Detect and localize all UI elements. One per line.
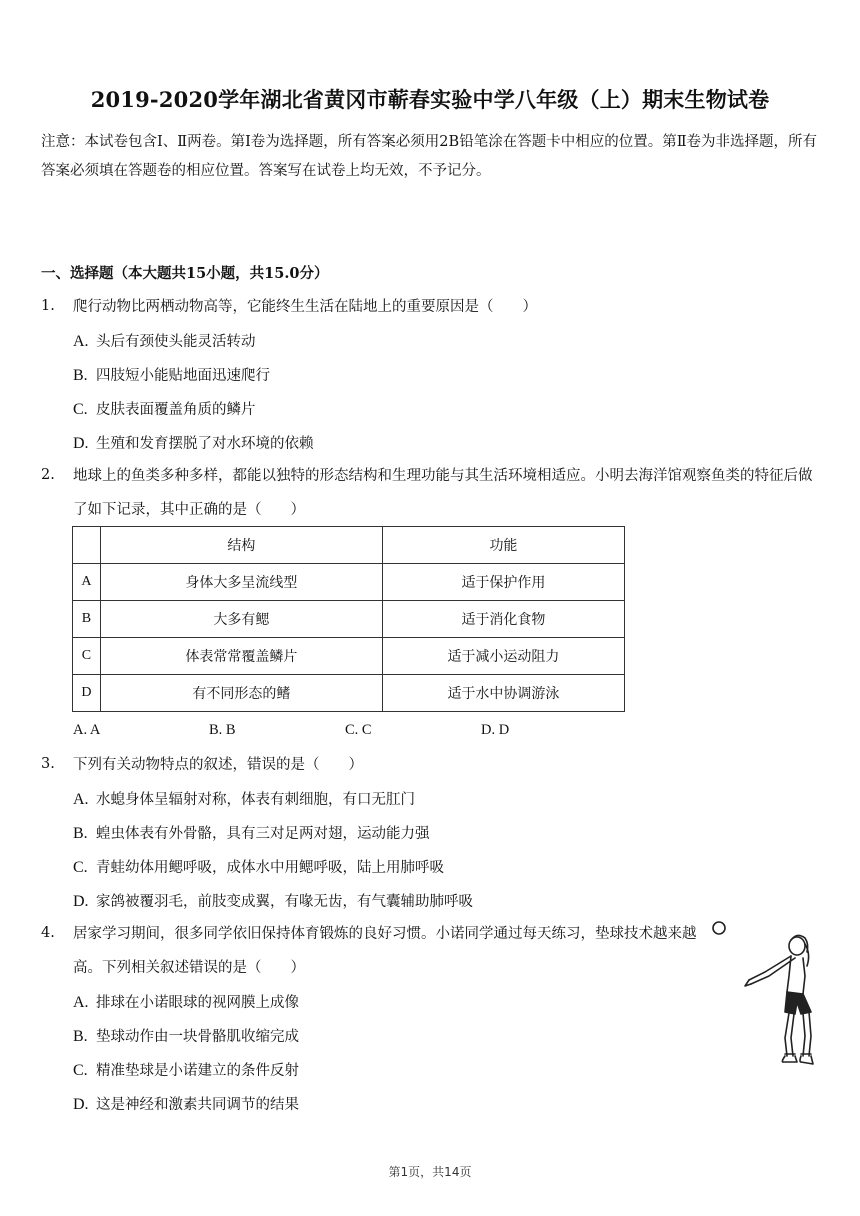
question-text: 居家学习期间，很多同学依旧保持体育锻炼的良好习惯。小诺同学通过每天练习，垫球技术越来越高。下列相关叙述错误的是（ ） — [73, 926, 697, 976]
question-number: 3. — [41, 756, 55, 772]
table-row — [73, 564, 625, 601]
question-number: 1. — [41, 298, 55, 314]
question-text: 爬行动物比两栖动物高等，它能终生生活在陆地上的重要原因是（ ） — [73, 299, 537, 315]
option-letter: A. — [73, 333, 89, 350]
table-cell: 适于消化食物 — [382, 601, 624, 638]
option-text: 蝗虫体表有外骨骼，具有三对足两对翅，运动能力强 — [96, 826, 430, 842]
option-text: 四肢短小能贴地面迅速爬行 — [96, 368, 270, 384]
table-cell: 适于保护作用 — [382, 564, 624, 601]
fish-table — [72, 526, 625, 712]
table-cell: D — [73, 675, 101, 712]
option-c — [73, 1059, 299, 1080]
table-header-cell: 功能 — [382, 527, 624, 564]
table-cell: 适于水中协调游泳 — [382, 675, 624, 712]
option-text: 水螅身体呈辐射对称，体表有刺细胞，有口无肛门 — [96, 792, 415, 808]
option-letter: D. — [73, 893, 89, 910]
option-d: D. D — [481, 722, 510, 738]
option-text: 垫球动作由一块骨骼肌收缩完成 — [96, 1029, 299, 1045]
option-text: 排球在小诺眼球的视网膜上成像 — [96, 995, 299, 1011]
table-cell: 大多有鳃 — [100, 601, 382, 638]
option-text: 生殖和发育摆脱了对水环境的依赖 — [96, 436, 314, 452]
table-cell: C — [73, 638, 101, 675]
option-c — [73, 398, 256, 419]
option-c — [73, 856, 444, 877]
option-a — [73, 330, 256, 351]
table-cell: 有不同形态的鳍 — [100, 675, 382, 712]
option-letter: A. — [73, 791, 89, 808]
option-letter: C. — [73, 1062, 88, 1079]
question-text: 下列有关动物特点的叙述，错误的是（ ） — [73, 757, 363, 773]
option-b: B. B — [209, 722, 236, 738]
option-b — [73, 822, 430, 843]
page-title: 2019-2020学年湖北省黄冈市蕲春实验中学八年级（上）期末生物试卷 — [90, 87, 770, 112]
option-letter: C. — [73, 859, 88, 876]
page-footer: 第1页，共14页 — [388, 1165, 472, 1179]
table-cell: A — [73, 564, 101, 601]
option-text: 这是神经和激素共同调节的结果 — [96, 1097, 299, 1113]
option-a: A. A — [73, 722, 101, 738]
option-b — [73, 364, 270, 385]
option-b — [73, 1025, 299, 1046]
exam-notice: 注意：本试卷包含Ⅰ、Ⅱ两卷。第Ⅰ卷为选择题，所有答案必须用2B铅笔涂在答题卡中相应的位置。第Ⅱ卷为非选择题，所有答案必须填在答题卷的相应位置。答案写在试卷上均无效，不予记分。 — [41, 134, 818, 179]
option-d — [73, 890, 473, 911]
table-header-row — [73, 527, 625, 564]
table-row — [73, 675, 625, 712]
option-letter: D. — [73, 435, 89, 452]
table-cell: B — [73, 601, 101, 638]
option-text: 青蛙幼体用鳃呼吸，成体水中用鳃呼吸，陆上用肺呼吸 — [96, 860, 444, 876]
option-text: 家鸽被覆羽毛，前肢变成翼，有喙无齿，有气囊辅助肺呼吸 — [96, 894, 473, 910]
option-letter: B. — [73, 1028, 88, 1045]
table-header-cell — [73, 527, 101, 564]
option-letter: D. — [73, 1096, 89, 1113]
option-letter: B. — [73, 367, 88, 384]
option-letter: A. — [73, 994, 89, 1011]
option-letter: C. — [73, 401, 88, 418]
option-letter: B. — [73, 825, 88, 842]
table-cell: 体表常常覆盖鳞片 — [100, 638, 382, 675]
option-c: C. C — [345, 722, 372, 738]
question-number: 2. — [41, 467, 55, 483]
table-row — [73, 601, 625, 638]
table-header-cell: 结构 — [100, 527, 382, 564]
question-text: 地球上的鱼类多种多样，都能以独特的形态结构和生理功能与其生活环境相适应。小明去海洋馆观察鱼类的特征后做了如下记录，其中正确的是（ ） — [73, 468, 813, 518]
option-d — [73, 432, 314, 453]
option-a — [73, 991, 299, 1012]
table-row — [73, 638, 625, 675]
table-cell: 适于减小运动阻力 — [382, 638, 624, 675]
table-cell: 身体大多呈流线型 — [100, 564, 382, 601]
option-a — [73, 788, 415, 809]
question-number: 4. — [41, 925, 55, 941]
ball-icon — [713, 922, 725, 934]
option-text: 皮肤表面覆盖角质的鳞片 — [96, 402, 256, 418]
option-text: 头后有颈使头能灵活转动 — [96, 334, 256, 350]
option-text: 精准垫球是小诺建立的条件反射 — [96, 1063, 299, 1079]
option-d — [73, 1093, 299, 1114]
section-heading: 一、选择题（本大题共15小题，共15.0分） — [41, 265, 329, 282]
volleyball-player-illustration — [705, 916, 825, 1076]
